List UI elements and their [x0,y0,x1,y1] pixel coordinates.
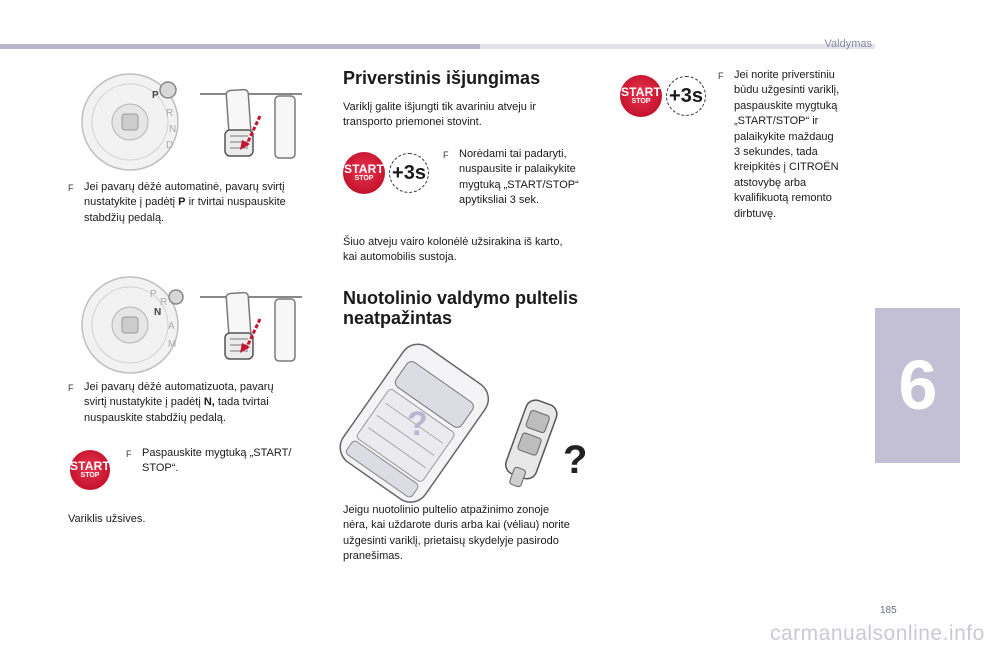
text-line: kvalifikuotą remonto [734,192,832,205]
forced-stop-intro [343,100,603,131]
title-line: Nuotolinio valdymo pultelis [343,288,579,308]
text-line: Paspauskite mygtuką „START/ [142,447,292,459]
text-line: apytiksliai 3 sek. [459,194,540,207]
gear-letter: M [168,339,177,350]
text-line: Jei pavarų dėžė automatinė, pavarų svirtį [84,181,285,193]
bullet-marker: F [68,183,74,193]
text-line: nėra, kai uždarote duris arba kai (vėliau) norite [343,519,570,532]
start-stop-button-icon [343,152,385,194]
page-header-title: Valdymas [824,38,872,50]
gear-letter: N [154,307,162,318]
header-bar [0,44,480,49]
text-line: stabdžių pedalą. [84,211,165,224]
text-line: paspauskite mygtuką [734,99,838,112]
text-line: nuspauskite stabdžių pedalą. [84,411,226,424]
start-label: START [69,459,111,473]
gear-selector-p-illustration [80,72,310,172]
hold-3s-icon: +3s [389,153,429,193]
forced-stop-bullet [443,147,603,209]
section-title-forced-stop: Priverstinis išjungimas [343,68,541,88]
text-line: atstovybę arba [734,176,807,189]
text-line: dirbtuvę. [734,207,777,220]
bullet-automatic [68,180,328,226]
bullet-press-start [126,446,326,477]
text-line: „START/STOP“ ir [734,115,819,128]
gear-p-bold: P [178,196,186,209]
text-line: Variklį galite išjungti tik avariniu atveju ir [343,101,536,113]
start-stop-button-icon [70,450,110,490]
bullet-automated [68,380,328,426]
watermark: carmanualsonline.info [770,622,985,645]
text-line: Jei pavarų dėžė automatizuota, pavarų [84,381,274,393]
stop-label: STOP [354,175,374,182]
question-mark-car: ? [407,405,428,443]
text-line: nustatykite į padėtį [84,196,179,209]
text-line: Norėdami tai padaryti, [459,148,567,160]
gear-letter: N [169,124,177,135]
bullet-marker: F [68,383,74,393]
question-mark-key: ? [563,438,588,482]
chapter-number: 6 [898,346,938,424]
gear-letter: A [168,321,175,332]
bullet-marker: F [718,71,724,81]
gear-letter: D [166,140,174,151]
stop-label: STOP [80,472,100,479]
gear-letter: P [152,90,159,101]
text-line: užgesinti variklį, prietaisų skydelyje pasirodo [343,534,559,547]
text-line: Jeigu nuotolinio pultelio atpažinimo zonoje [343,504,550,516]
gear-letter: R [160,297,168,308]
text-line: ir tvirtai nuspauskite [185,196,286,209]
remote-not-detected-description [343,503,613,565]
title-line: neatpažintas [343,308,453,328]
text-line: tada tvirtai [214,396,269,409]
text-line: nuspausite ir palaikykite [459,163,576,176]
stop-label: STOP [631,98,651,105]
engine-started-text: Variklis užsives. [68,513,146,525]
car-remote-illustration [345,345,595,495]
text-line: palaikykite maždaug [734,130,834,143]
page-number: 185 [880,605,897,616]
gear-letter: P [150,289,157,300]
text-line: kreipkitės į CITROËN [734,161,839,174]
start-stop-button-icon [620,75,662,117]
text-line: Šiuo atveju vairo kolonėlė užsirakina iš karto, [343,236,563,248]
gear-n-bold: N, [203,396,215,409]
text-line: 3 sekundes, tada [734,146,818,159]
text-line: Jei norite priverstiniu [734,69,835,81]
text-line: mygtuką „START/STOP“ [459,178,579,191]
bullet-marker: F [443,150,449,160]
header-bar-light [480,44,875,49]
gear-letter: R [166,108,174,119]
text-line: STOP“. [142,462,179,475]
text-line: būdu užgesinti variklį, [734,84,840,97]
text-line: transporto priemonei stovint. [343,116,482,129]
gear-selector-n-illustration [80,275,310,375]
bullet-marker: F [126,449,132,459]
start-label: START [343,162,385,176]
section-title-remote-not-detected [343,288,578,328]
text-line: kai automobilis sustoja. [343,251,457,264]
text-line: svirtį nustatykite į padėtį [84,396,204,409]
right-bullet-forced-stop [718,68,868,222]
steering-lock-note [343,235,613,266]
text-line: pranešimas. [343,550,403,563]
hold-3s-icon: +3s [666,76,706,116]
start-label: START [620,85,662,99]
